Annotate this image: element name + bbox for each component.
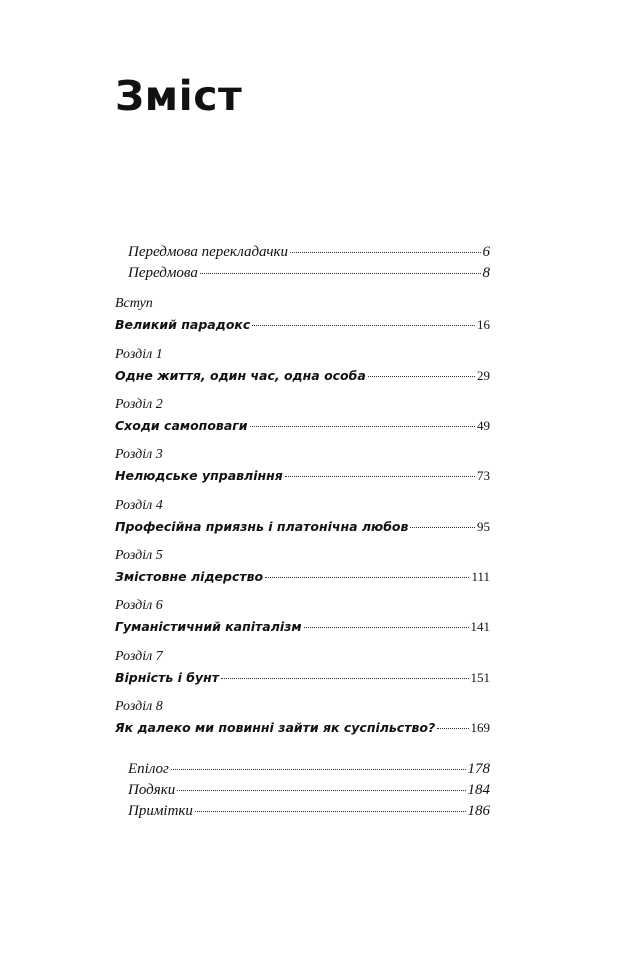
chapter-title: Професійна приязнь і платонічна любов <box>115 519 409 534</box>
chapter-title: Нелюдське управління <box>115 468 283 483</box>
section-label: Розділ 3 <box>115 447 163 462</box>
chapter-page: 73 <box>477 468 490 483</box>
toc-entry-label: Передмова перекладачки <box>128 244 289 260</box>
chapter-page: 169 <box>470 720 490 735</box>
chapter-title: Як далеко ми повинні зайти як суспільство? <box>115 720 436 735</box>
toc-entry-epilogue <box>128 761 490 778</box>
chapter-title: Вірність і бунт <box>115 670 219 685</box>
chapter-page: 141 <box>470 619 490 634</box>
dot-leader <box>304 627 469 628</box>
dot-leader <box>200 273 481 274</box>
chapter-title: Великий парадокс <box>115 317 251 332</box>
toc-entry-label: Подяки <box>128 782 176 798</box>
chapter-page: 16 <box>477 317 490 332</box>
dot-leader <box>437 728 468 729</box>
chapter-page: 151 <box>470 670 490 685</box>
toc-entry-chapter <box>115 317 490 333</box>
dot-leader <box>250 426 475 427</box>
dot-leader <box>221 678 469 679</box>
toc-entry-page: 186 <box>467 803 490 819</box>
chapter-title: Сходи самоповаги <box>115 418 248 433</box>
toc-entry-chapter <box>115 670 490 686</box>
section-label: Розділ 8 <box>115 699 163 714</box>
toc-entry-label: Примітки <box>128 803 193 819</box>
dot-leader <box>290 252 480 253</box>
toc-entry-page: 178 <box>467 761 490 777</box>
toc-entry-page: 184 <box>467 782 490 798</box>
chapter-page: 49 <box>477 418 490 433</box>
dot-leader <box>368 376 475 377</box>
dot-leader <box>177 790 465 791</box>
dot-leader <box>285 476 475 477</box>
chapter-title: Змістовне лідерство <box>115 569 264 584</box>
chapter-page: 111 <box>471 569 490 584</box>
toc-entry-page: 6 <box>482 244 490 260</box>
section-label: Розділ 1 <box>115 347 163 362</box>
chapter-page: 29 <box>477 368 490 383</box>
section-label: Розділ 7 <box>115 649 163 664</box>
toc-entry-notes <box>128 803 490 820</box>
toc-entry-chapter <box>115 418 490 434</box>
dot-leader <box>171 769 466 770</box>
toc-entry-chapter <box>115 468 490 484</box>
chapter-title: Гуманістичний капіталізм <box>115 619 302 634</box>
toc-entry-chapter <box>115 720 490 736</box>
dot-leader <box>195 811 466 812</box>
section-label: Розділ 2 <box>115 397 163 412</box>
section-label: Розділ 6 <box>115 598 163 613</box>
chapter-title: Одне життя, один час, одна особа <box>115 368 366 383</box>
toc-entry-chapter <box>115 619 490 635</box>
section-label: Вступ <box>115 296 153 311</box>
section-label: Розділ 5 <box>115 548 163 563</box>
chapter-page: 95 <box>477 519 490 534</box>
toc-entry-page: 8 <box>482 265 490 281</box>
dot-leader <box>410 527 475 528</box>
page-title: Зміст <box>115 72 243 120</box>
dot-leader <box>265 577 469 578</box>
section-label: Розділ 4 <box>115 498 163 513</box>
toc-entry-acknowledgements <box>128 782 490 799</box>
toc-entry-chapter <box>115 519 490 535</box>
toc-entry-label: Передмова <box>128 265 198 281</box>
toc-entry-preface <box>128 265 490 282</box>
toc-entry-translator-preface <box>128 244 490 261</box>
toc-entry-chapter <box>115 569 490 585</box>
toc-entry-label: Епілог <box>128 761 169 777</box>
toc-entry-chapter <box>115 368 490 384</box>
dot-leader <box>252 325 475 326</box>
